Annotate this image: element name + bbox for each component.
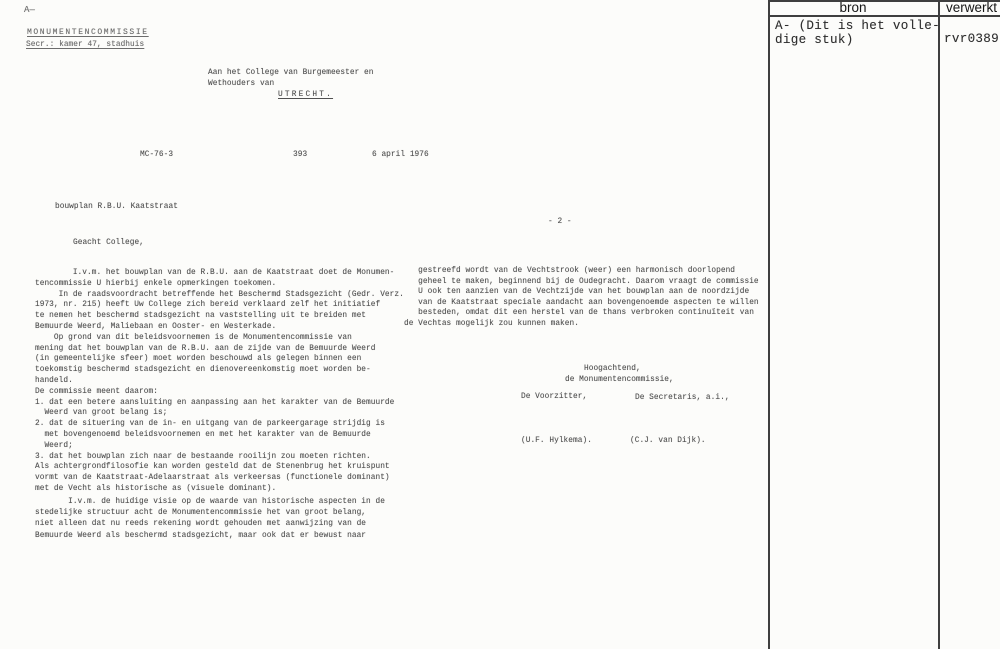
text-line: vormt van de Kaatstraat-Adelaarstraat als verkeersas (functionele dominant) (35, 474, 390, 483)
table-header-underline (768, 15, 1000, 17)
text-line: Op grond van dit beleidsvoornemen is de Monumentencommissie van (35, 333, 352, 342)
table-column-divider (938, 0, 940, 649)
bron-note (775, 19, 940, 47)
closing-role-secretary: De Secretaris, a.i., (635, 394, 730, 402)
address-city: UTRECHT. (278, 91, 334, 99)
closing-organization: de Monumentencommissie, (565, 376, 674, 384)
address-line-1: Aan het College van Burgemeester en (208, 69, 374, 77)
text-line: tencommissie U hierbij enkele opmerkingen toekomen. (35, 279, 277, 288)
text-line: I.v.m. het bouwplan van de R.B.U. aan de Kaatstraat doet de Monumen- (35, 269, 395, 277)
text-line: 3. dat het bouwplan zich naar de bestaande rooilijn zou moeten richten. (35, 452, 371, 461)
text-line: stedelijke structuur acht de Monumentencommissie het van groot belang, (35, 509, 367, 518)
text-line: De commissie meent daarom: (35, 387, 158, 396)
column-header-verwerkt: verwerkt (946, 0, 998, 15)
text-line: I.v.m. de huidige visie op de waarde van historische aspecten in de (35, 498, 385, 506)
text-line: Bemuurde Weerd als beschermd stadsgezicht, maar ook dat er bewust naar (35, 531, 367, 540)
text-line: (in gemeentelijke sfeer) moet worden beschouwd als gelegen binnen een (35, 355, 362, 364)
text-line: toekomstig beschermd stadsgezicht en dienovereenkomstig moet worden be- (35, 366, 371, 375)
salutation: Geacht College, (73, 239, 144, 247)
table-left-border (768, 0, 770, 649)
letterhead-organization: MONUMENTENCOMMISSIE (27, 28, 149, 37)
text-line: Als achtergrondfilosofie kan worden gesteld dat de Stenenbrug het kruispunt (35, 463, 390, 472)
text-line: geheel te maken, beginnend bij de Oudegracht. Daarom vraagt de commissie (404, 277, 759, 286)
letter-body-page1-part1 (35, 268, 404, 495)
address-line-2: Wethouders van (208, 80, 275, 88)
text-line: 1973, nr. 215) heeft Uw College zich bereid verklaard zelf het initiatief (35, 301, 381, 310)
text-line: met bovengenoemd beleidsvoornemen en met het karakter van de Bemuurde (35, 430, 371, 439)
text-line: met de Vecht als historische as (visuele dominant). (35, 484, 277, 493)
text-line: Weerd; (35, 441, 73, 450)
closing-role-chairman: De Voorzitter, (521, 393, 588, 401)
closing-salute: Hoogachtend, (584, 365, 641, 373)
reference-date: 6 april 1976 (372, 151, 429, 159)
column-header-bron: bron (839, 0, 867, 15)
text-line: gestreefd wordt van de Vechtstrook (weer) een harmonisch doorlopend (404, 267, 736, 275)
reference-number: 393 (293, 151, 308, 159)
reference-kenmerk: MC-76-3 (140, 151, 174, 159)
text-line: besteden, omdat dit een herstel van de thans verbroken continuïteit van (404, 309, 754, 318)
letterhead-secretary: Secr.: kamer 47, stadhuis (26, 41, 145, 49)
text-line: Weerd van groot belang is; (35, 409, 168, 418)
text-line: niet alleen dat nu reeds rekening wordt gehouden met aanwijzing van de (35, 520, 367, 529)
text-line: te nemen het beschermd stadsgezicht na vaststelling uit te breiden met (35, 312, 367, 321)
closing-name-secretary: (C.J. van Dijk). (630, 437, 706, 445)
text-line: handeld. (35, 376, 73, 385)
subject-line: bouwplan R.B.U. Kaatstraat (55, 203, 178, 211)
text-line: van de Kaatstraat speciale aandacht aan bovengenoemde aspecten te willen (404, 298, 759, 307)
page-2-marker: - 2 - (548, 218, 572, 226)
text-line: U ook ten aanzien van de Vechtzijde van het bouwplan aan de noordzijde (404, 288, 750, 297)
letter-body-page1-part2 (35, 497, 385, 542)
text-line: Bemuurde Weerd, Maliebaan en Ooster- en Westerkade. (35, 322, 277, 331)
text-line: mening dat het bouwplan van de R.B.U. aan de zijde van de Bemuurde Weerd (35, 344, 376, 353)
text-line: 1. dat een betere aansluiting en aanpassing aan het karakter van de Bemuurde (35, 398, 395, 407)
text-line: A- (Dit is het volle- (775, 19, 941, 33)
text-line: In de raadsvoordracht betreffende het Beschermd Stadsgezicht (Gedr. Verz. (35, 290, 404, 299)
text-line: 2. dat de situering van de in- en uitgang van de parkeergarage strijdig is (35, 420, 385, 429)
closing-name-chairman: (U.F. Hylkema). (521, 437, 592, 445)
text-line: dige stuk) (775, 33, 854, 47)
corner-mark: A— (24, 5, 35, 15)
verwerkt-code: rvr0389 (944, 32, 1000, 46)
text-line: de Vechtas mogelijk zou kunnen maken. (404, 319, 579, 328)
letter-body-page2 (404, 266, 759, 330)
